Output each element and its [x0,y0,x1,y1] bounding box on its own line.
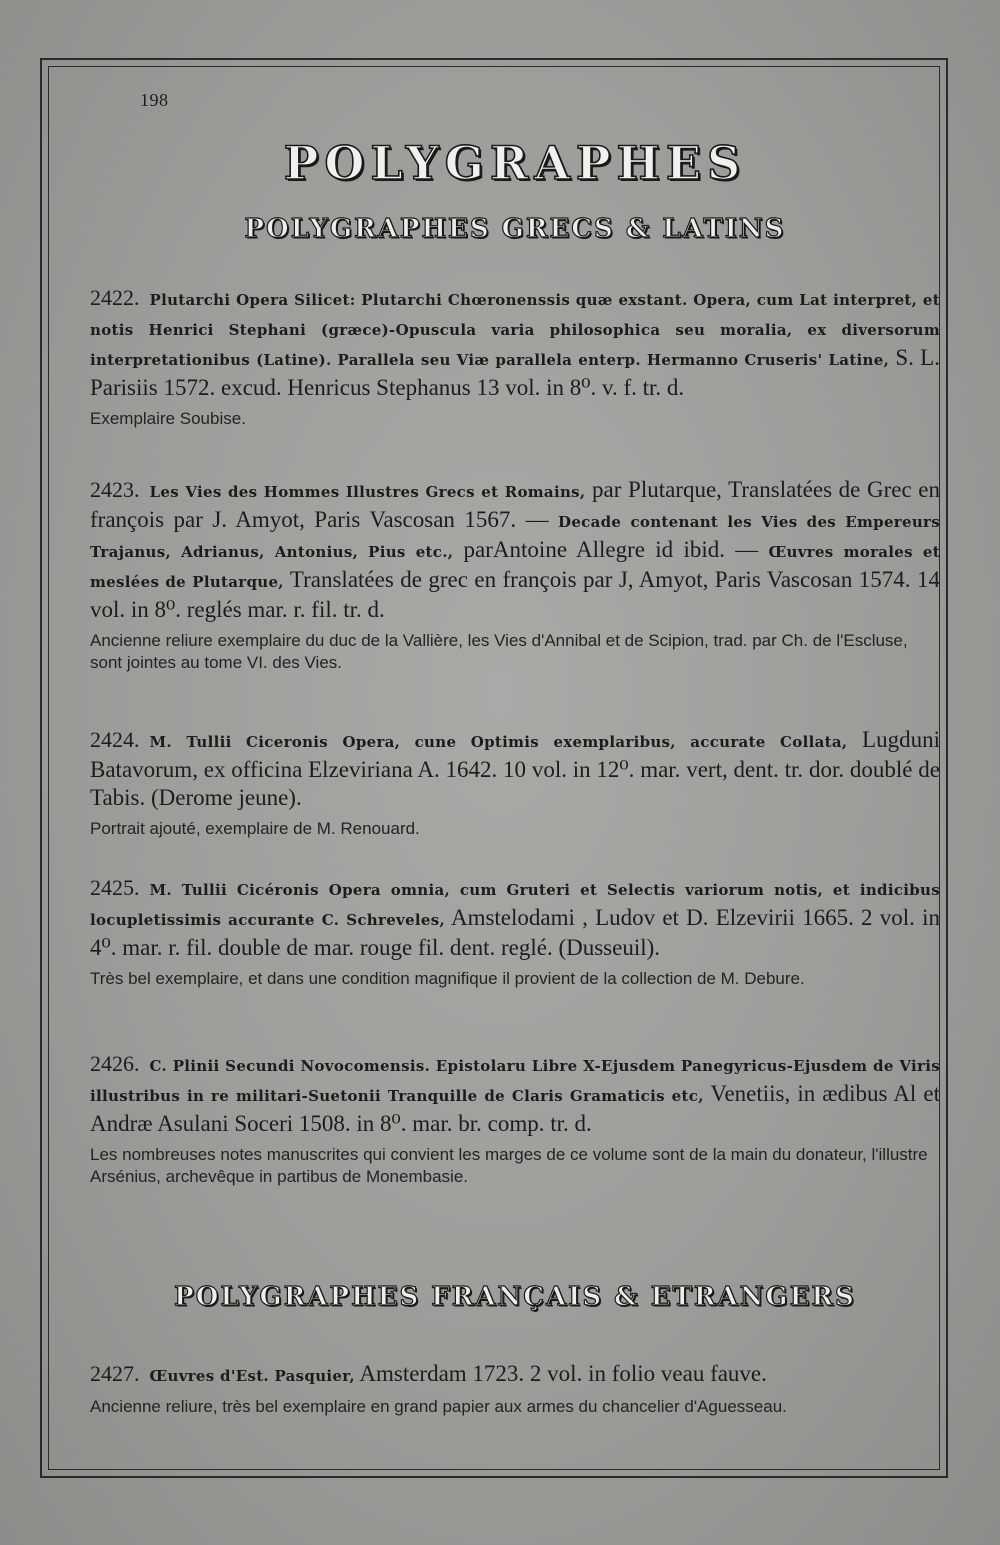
entry-title-bold: Œuvres d'Est. Pasquier, [149,1367,355,1385]
entry-note: Portrait ajouté, exemplaire de M. Renouard. [90,819,420,838]
entry-part: Venetiis, in ædibus Al et Andræ Asulani Soceri 1508. in 8⁰. mar. br. comp. tr. d. [90,1081,940,1136]
entry-text [90,1360,940,1390]
entry-part: Lugduni Batavorum, ex officina Elzeviriana A. 1642. 10 vol. in 12⁰. mar. vert, dent. tr. dor. doublé de Tabis. (Derome jeune). [90,727,940,810]
catalog-entry-2423 [90,476,940,674]
entry-title-bold: C. Plinii Secundi Novocomensis. Epistolaru Libre X-Ejusdem Panegyricus-Ejusdem de Viris illustribus in re militari-Suetonii Tranquille de Claris Gramaticis etc, [90,1057,940,1105]
entry-text [90,874,940,962]
catalog-entry-2426 [90,1050,940,1188]
catalog-entry-2422 [90,284,940,430]
catalog-entry-2425 [90,874,940,990]
entry-part: par Plutarque, Translatées de Grec en françois par J. Amyot, Paris Vascosan 1567. — [90,477,941,532]
entry-part: Amstelodami , Ludov et D. Elzevirii 1665. 2 vol. in 4⁰. mar. r. fil. double de mar. rouge fil. dent. reglé. (Dusseuil). [90,905,940,960]
entry-number: 2424. [90,727,140,752]
entry-part: Amsterdam 1723. 2 vol. in folio veau fauve. [354,1361,767,1386]
entry-note: Ancienne reliure, très bel exemplaire en grand papier aux armes du chancelier d'Aguesseau. [90,1397,787,1416]
entry-title-bold: M. Tullii Ciceronis Opera, cune Optimis exemplaribus, accurate Collata, [149,733,848,751]
entry-number: 2427. [90,1361,140,1386]
entry-part: Translatées de grec en françois par J, Amyot, Paris Vascosan 1574. 14 vol. in 8⁰. reglés mar. r. fil. tr. d. [90,567,940,622]
entry-text [90,476,940,624]
entry-title-bold: Les Vies des Hommes Illustres Grecs et Romains, [149,483,586,501]
entry-title-bold: Decade contenant les Vies des Empereurs Trajanus, Adrianus, Antonius, Pius etc., [90,513,941,561]
entry-note: Ancienne reliure exemplaire du duc de la Vallière, les Vies d'Annibal et de Scipion, trad. par Ch. de l'Escluse, sont jointes au tome VI. des Vies. [90,631,908,672]
entry-text [90,1050,940,1138]
page-title: POLYGRAPHES [283,136,747,190]
entry-text [90,284,940,402]
entry-number: 2422. [90,285,140,310]
entry-note: Exemplaire Soubise. [90,409,246,428]
entry-title-bold: Plutarchi Opera Silicet: Plutarchi Chœronenssis quæ exstant. Opera, cum Lat interpret, et notis Henrici Stephani (græce)-Opuscula varia philosophica seu moralia, ex diversorum interpretationibus (Latine). Parallela seu Viæ parallela enterp. Hermanno Cruseris' Latine, [90,291,940,369]
entry-note: Très bel exemplaire, et dans une condition magnifique il provient de la collection de M. Debure. [90,969,805,988]
entry-title-bold: Œuvres morales et meslées de Plutarque, [90,543,941,591]
entry-part: parAntoine Allegre id ibid. — [453,537,769,562]
entry-note: Les nombreuses notes manuscrites qui convient les marges de ce volume sont de la main du donateur, l'illustre Arsénius, archevêque in partibus de Monembasie. [90,1145,928,1186]
catalog-entry-2427 [90,1360,940,1418]
entry-number: 2423. [90,477,140,502]
section-title-grecs-latins: POLYGRAPHES GRECS & LATINS [244,214,786,244]
entry-number: 2426. [90,1051,140,1076]
entry-text [90,726,940,812]
page-number: 198 [140,90,169,110]
section-title-francais-etrangers: POLYGRAPHES FRANÇAIS & ETRANGERS [174,1282,856,1312]
catalog-entry-2424 [90,726,940,840]
entry-number: 2425. [90,875,140,900]
entry-title-bold: M. Tullii Cicéronis Opera omnia, cum Gruteri et Selectis variorum notis, et indicibus locupletissimis accurante C. Schreveles, [90,881,940,929]
entry-part: S. L. Parisiis 1572. excud. Henricus Stephanus 13 vol. in 8⁰. v. f. tr. d. [90,345,940,400]
